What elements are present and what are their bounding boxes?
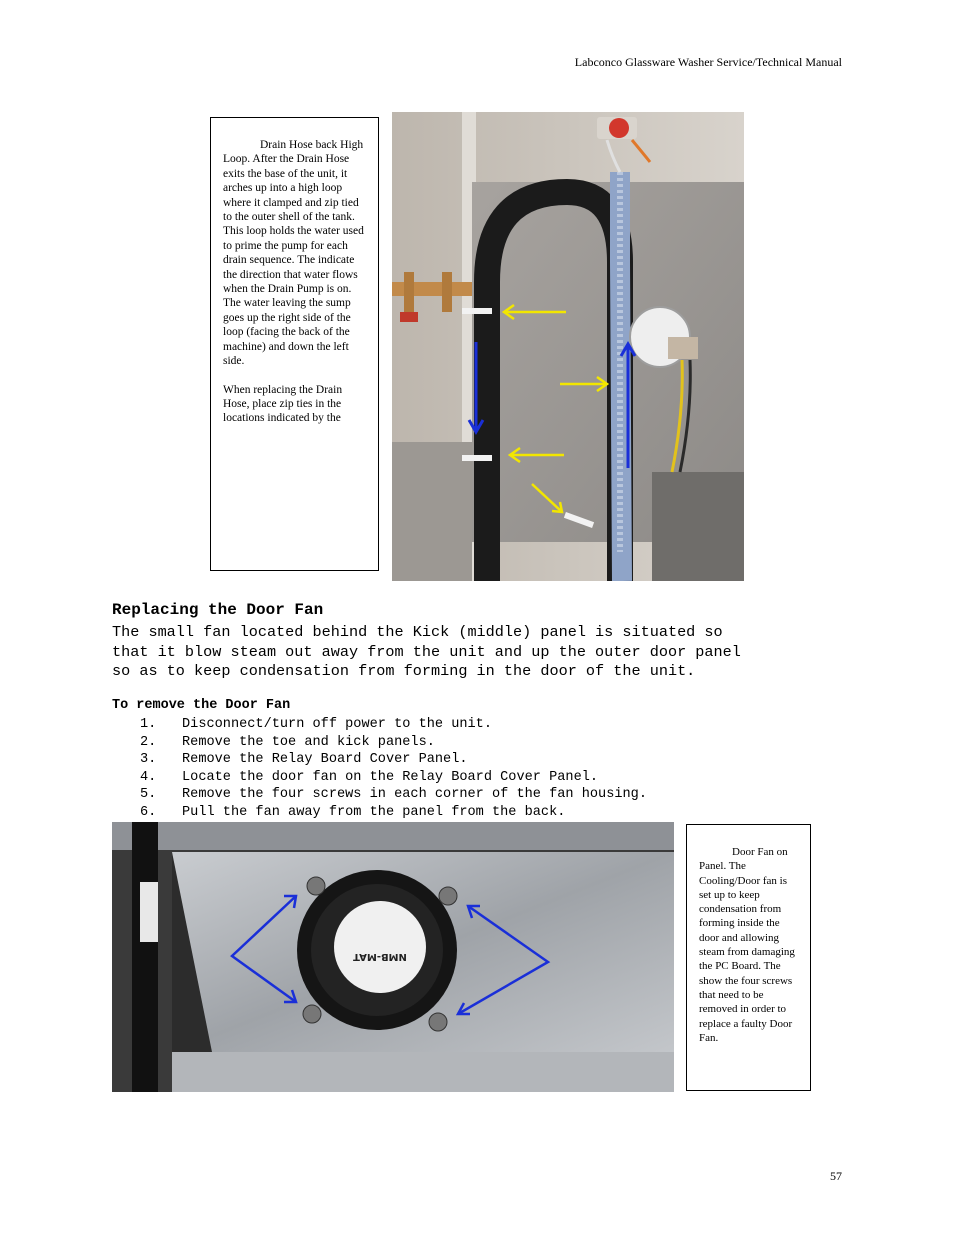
procedure-title: To remove the Door Fan bbox=[112, 698, 291, 713]
fan-label bbox=[334, 901, 426, 993]
step-number: 5. bbox=[140, 787, 157, 803]
valve-handle bbox=[400, 312, 418, 322]
black-cable bbox=[132, 822, 158, 1092]
caption-paragraph bbox=[699, 845, 800, 1045]
step-item bbox=[112, 734, 647, 752]
caption-text: Door Fan on Panel. The Cooling/Door fan is set up to keep condensation from forming inside the door and allowing steam from damaging the PC Board. The show the four screws that need to be removed in order to replace a faulty Door Fan. bbox=[699, 846, 795, 1044]
step-number: 1. bbox=[140, 717, 157, 732]
drain-hose-photo bbox=[392, 112, 744, 581]
step-text: Locate the door fan on the Relay Board Cover Panel. bbox=[182, 769, 599, 785]
step-number: 3. bbox=[140, 752, 157, 768]
screw bbox=[429, 1013, 447, 1031]
paragraph-line: that it blow steam out away from the unit and up the outer door panel bbox=[112, 642, 741, 661]
zip-tie bbox=[462, 455, 492, 461]
door-fan-photo bbox=[112, 822, 674, 1092]
section-title: Replacing the Door Fan bbox=[112, 601, 324, 619]
step-number: 2. bbox=[140, 734, 157, 750]
running-header: Labconco Glassware Washer Service/Technical Manual bbox=[574, 55, 842, 69]
caption-text: Drain Hose back High Loop. After the Drain Hose exits the base of the unit, it arches up into a high loop where it clamped and zip tied to the outer shell of the tank. This loop holds the water used to prime the pump for each drain sequence. The indicate the direction that water flows when the Drain Pump is on. The water leaving the sump goes up the right side of the loop (facing the back of the machine) and down the left side. bbox=[223, 139, 364, 368]
step-item bbox=[112, 751, 647, 769]
drain-hose-caption bbox=[210, 117, 379, 571]
procedure-steps bbox=[112, 716, 647, 822]
step-text: Pull the fan away from the panel from the back. bbox=[182, 804, 566, 820]
screw bbox=[303, 1005, 321, 1023]
step-item bbox=[112, 769, 647, 787]
paragraph-line: The small fan located behind the Kick (middle) panel is situated so bbox=[112, 623, 723, 641]
door-fan-illustration bbox=[112, 822, 674, 1092]
caption-paragraph bbox=[223, 138, 364, 369]
step-text: Remove the Relay Board Cover Panel. bbox=[182, 752, 468, 768]
step-item bbox=[112, 716, 647, 734]
step-text: Remove the four screws in each corner of the fan housing. bbox=[182, 787, 647, 803]
drain-hose-illustration bbox=[392, 112, 744, 581]
fan-brand-text: NMB-MAT bbox=[353, 951, 407, 962]
screw bbox=[439, 887, 457, 905]
door-fan-caption bbox=[686, 824, 811, 1091]
step-item bbox=[112, 786, 647, 804]
paragraph-line: so as to keep condensation from forming in the door of the unit. bbox=[112, 662, 696, 680]
screw bbox=[307, 877, 325, 895]
caption-paragraph: When replacing the Drain Hose, place zip ties in the locations indicated by the bbox=[223, 383, 343, 425]
section-paragraph bbox=[112, 623, 842, 682]
step-number: 4. bbox=[140, 769, 157, 785]
step-text: Remove the toe and kick panels. bbox=[182, 734, 435, 750]
step-text: Disconnect/turn off power to the unit. bbox=[182, 717, 492, 732]
step-number: 6. bbox=[140, 804, 157, 820]
step-item bbox=[112, 804, 647, 822]
page-number: 57 bbox=[830, 1169, 842, 1183]
zip-tie bbox=[462, 308, 492, 314]
